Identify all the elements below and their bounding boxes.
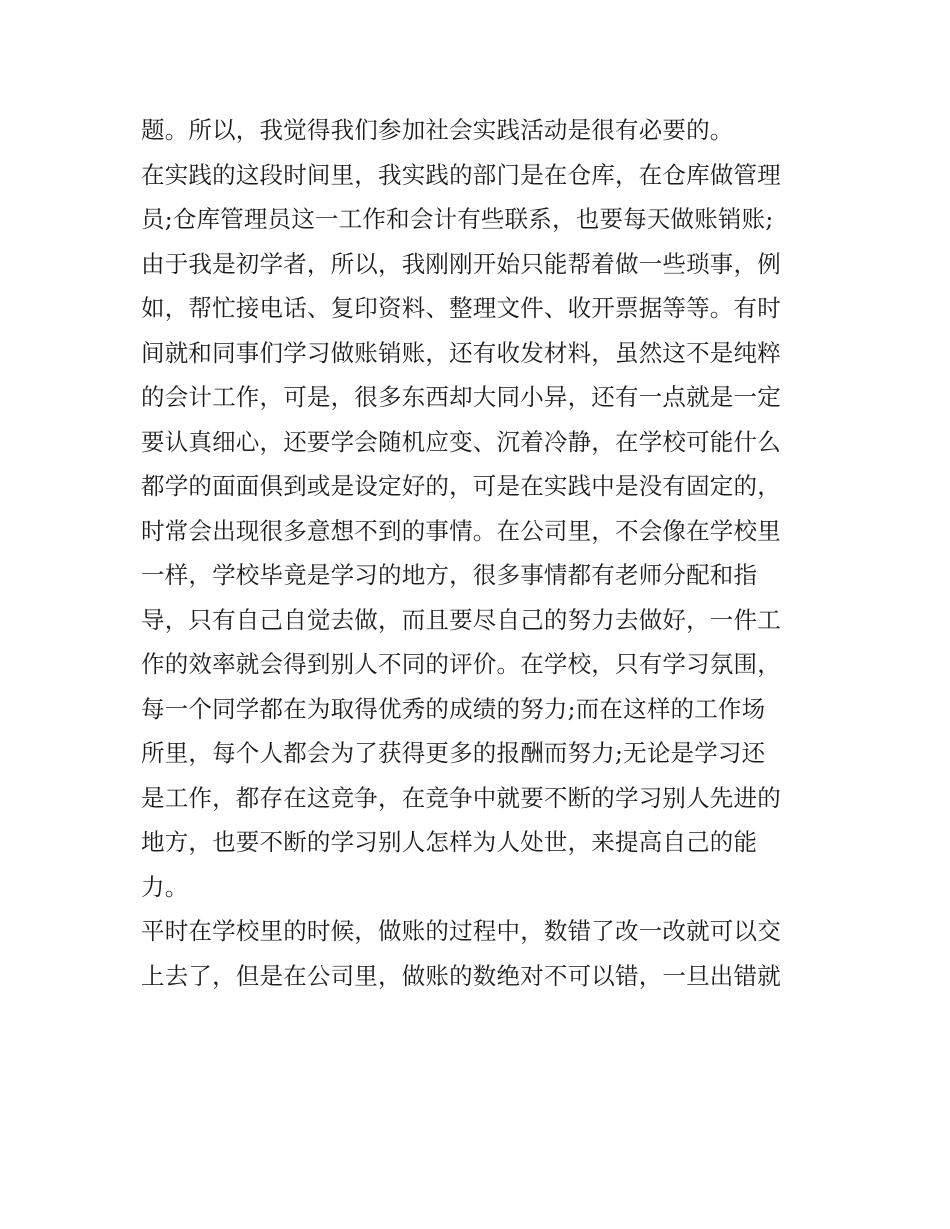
text-line: 平时在学校里的时候，做账的过程中，数错了改一改就可以交 [141,917,781,945]
text-line: 题。所以，我觉得我们参加社会实践活动是很有必要的。 [141,116,734,144]
text-line: 上去了，但是在公司里，做账的数绝对不可以错，一旦出错就 [141,961,781,990]
document-body [141,108,813,998]
text-line: 间就和同事们学习做账销账，还有收发材料，虽然这不是纯粹 [141,338,781,367]
text-line: 都学的面面俱到或是设定好的，可是在实践中是没有固定的， [141,472,781,500]
text-line: 时常会出现很多意想不到的事情。在公司里，不会像在学校里 [141,516,781,545]
text-line: 在实践的这段时间里，我实践的部门是在仓库，在仓库做管理 [141,160,781,189]
text-line: 每一个同学都在为取得优秀的成绩的努力;而在这样的工作场 [141,694,766,723]
text-line: 一样，学校毕竟是学习的地方，很多事情都有老师分配和指 [141,561,758,589]
text-line: 是工作，都存在这竞争，在竞争中就要不断的学习别人先进的 [141,783,781,812]
text-line: 导，只有自己自觉去做，而且要尽自己的努力去做好，一件工 [141,605,781,634]
text-line: 的会计工作，可是，很多东西却大同小异，还有一点就是一定 [141,383,781,411]
text-line: 地方，也要不断的学习别人怎样为人处世，来提高自己的能 [141,828,758,856]
text-line: 要认真细心，还要学会随机应变、沉着冷静，在学校可能什么 [141,427,781,456]
text-line: 员;仓库管理员这一工作和会计有些联系，也要每天做账销账; [141,205,774,233]
text-line: 力。 [141,872,189,901]
text-line: 如，帮忙接电话、复印资料、整理文件、收开票据等等。有时 [141,294,781,322]
text-line: 作的效率就会得到别人不同的评价。在学校，只有学习氛围， [141,650,781,678]
text-line: 由于我是初学者，所以，我刚刚开始只能帮着做一些琐事，例 [141,249,781,278]
text-line: 所里，每个人都会为了获得更多的报酬而努力;无论是学习还 [141,739,766,767]
